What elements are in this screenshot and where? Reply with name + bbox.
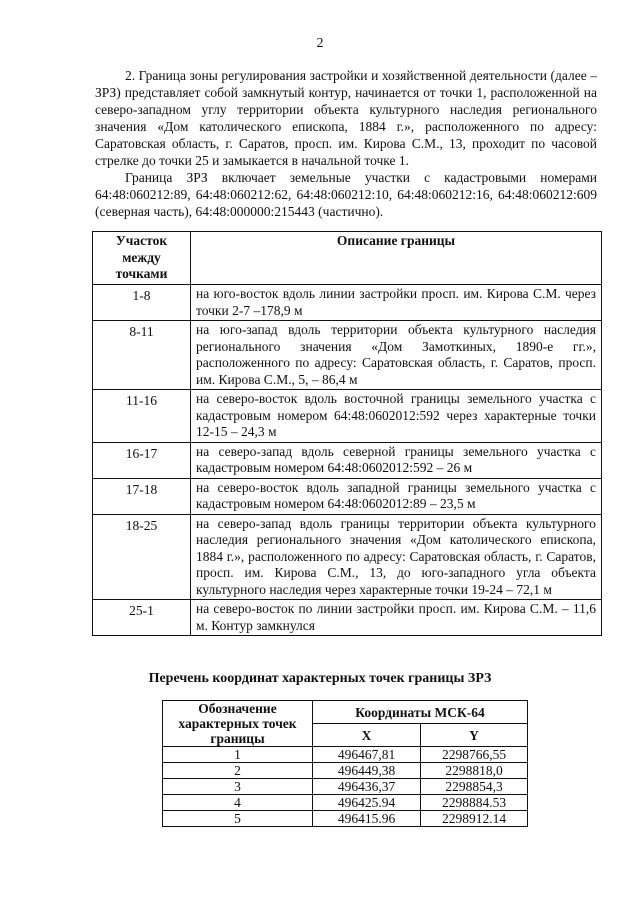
point-cell: 2 xyxy=(163,763,313,779)
description-cell: на северо-запад вдоль северной границы земельного участка с кадастровым номером 64:48:0602012:592 – 26 м xyxy=(191,442,602,478)
page-number: 2 xyxy=(316,36,324,51)
table-row xyxy=(93,390,602,443)
point-cell: 3 xyxy=(163,779,313,795)
table-row xyxy=(163,763,528,779)
description-cell: на северо-восток вдоль западной границы земельного участка с кадастровым номером 64:48:0602012:89 – 23,5 м xyxy=(191,478,602,514)
table-row xyxy=(93,600,602,636)
table-row xyxy=(93,285,602,321)
segment-cell: 1-8 xyxy=(93,285,191,321)
coord-y-cell: 2298884.53 xyxy=(421,795,528,811)
segment-cell: 17-18 xyxy=(93,478,191,514)
table-row xyxy=(163,747,528,763)
coord-x-cell: 496449,38 xyxy=(313,763,421,779)
header-description: Описание границы xyxy=(191,232,602,285)
table-row xyxy=(163,779,528,795)
coord-x-cell: 496467,81 xyxy=(313,747,421,763)
segment-cell: 11-16 xyxy=(93,390,191,443)
description-cell: на северо-восток вдоль восточной границы земельного участка с кадастровым номером 64:48:0602012:592 через характерные точки 12-15 – 24,3 м xyxy=(191,390,602,443)
header-y: Y xyxy=(421,724,528,747)
segment-cell: 8-11 xyxy=(93,321,191,390)
point-cell: 5 xyxy=(163,811,313,827)
coordinates-table xyxy=(162,700,528,827)
segment-cell: 18-25 xyxy=(93,514,191,600)
point-cell: 4 xyxy=(163,795,313,811)
table-row xyxy=(93,478,602,514)
coords-header-row xyxy=(163,701,528,724)
coord-x-cell: 496436,37 xyxy=(313,779,421,795)
boundary-segments-table xyxy=(92,231,602,636)
header-segment: Участок между точками xyxy=(93,232,191,285)
description-cell: на северо-восток по линии застройки просп. им. Кирова С.М. – 11,6 м. Контур замкнулся xyxy=(191,600,602,636)
header-point: Обозначение характерных точек границы xyxy=(163,701,313,747)
segment-cell: 25-1 xyxy=(93,600,191,636)
coord-y-cell: 2298854,3 xyxy=(421,779,528,795)
paragraph-cadastral: Граница ЗРЗ включает земельные участки с кадастровыми номерами 64:48:060212:89, 64:48:060212:62, 64:48:060212:10, 64:48:060212:16, 64:48:060212:609 (северная часть), 64:48:000000:215443 (частично). xyxy=(95,170,597,219)
description-cell: на северо-запад вдоль границы территории объекта культурного наследия регионального значения «Дом католического епископа, 1884 г.», расположенного по адресу: Саратовская область, г. Саратов, просп. им. Кирова С.М., 13, до юго-западного угла объекта культурного наследия через характерные точки 19-24 – 72,1 м xyxy=(191,514,602,600)
point-cell: 1 xyxy=(163,747,313,763)
description-cell: на юго-восток вдоль линии застройки просп. им. Кирова С.М. через точки 2-7 –178,9 м xyxy=(191,285,602,321)
paragraph-boundary: 2. Граница зоны регулирования застройки и хозяйственной деятельности (далее – ЗРЗ) представляет собой замкнутый контур, начинается от точки 1, расположенной на северо-западном углу территории объекта культурного наследия регионального значения «Дом католического епископа, 1884 г.», расположенного по адресу: Саратовская область, г. Саратов, просп. им. Кирова С.М., 13, проходит по часовой стрелке до точки 25 и замыкается в начальной точке 1. xyxy=(95,68,597,168)
header-coords: Координаты МСК-64 xyxy=(313,701,528,724)
coords-body xyxy=(163,747,528,827)
coords-title: Перечень координат характерных точек границы ЗРЗ xyxy=(148,671,492,686)
body-text xyxy=(95,67,597,220)
coord-x-cell: 496415.96 xyxy=(313,811,421,827)
coord-y-cell: 2298766,55 xyxy=(421,747,528,763)
header-x: X xyxy=(313,724,421,747)
description-cell: на юго-запад вдоль территории объекта культурного наследия регионального значения «Дом Замоткиных, 1890-е гг.», расположенного по адресу: Саратовская область, г. Саратов, просп. им. Кирова С.М., 5, – 86,4 м xyxy=(191,321,602,390)
coord-y-cell: 2298912.14 xyxy=(421,811,528,827)
table-row xyxy=(163,811,528,827)
coord-x-cell: 496425.94 xyxy=(313,795,421,811)
table-row xyxy=(93,442,602,478)
table-row xyxy=(93,514,602,600)
coord-y-cell: 2298818,0 xyxy=(421,763,528,779)
table-row xyxy=(163,795,528,811)
table-row xyxy=(93,321,602,390)
segment-cell: 16-17 xyxy=(93,442,191,478)
segments-header-row xyxy=(93,232,602,285)
segments-body xyxy=(93,285,602,636)
